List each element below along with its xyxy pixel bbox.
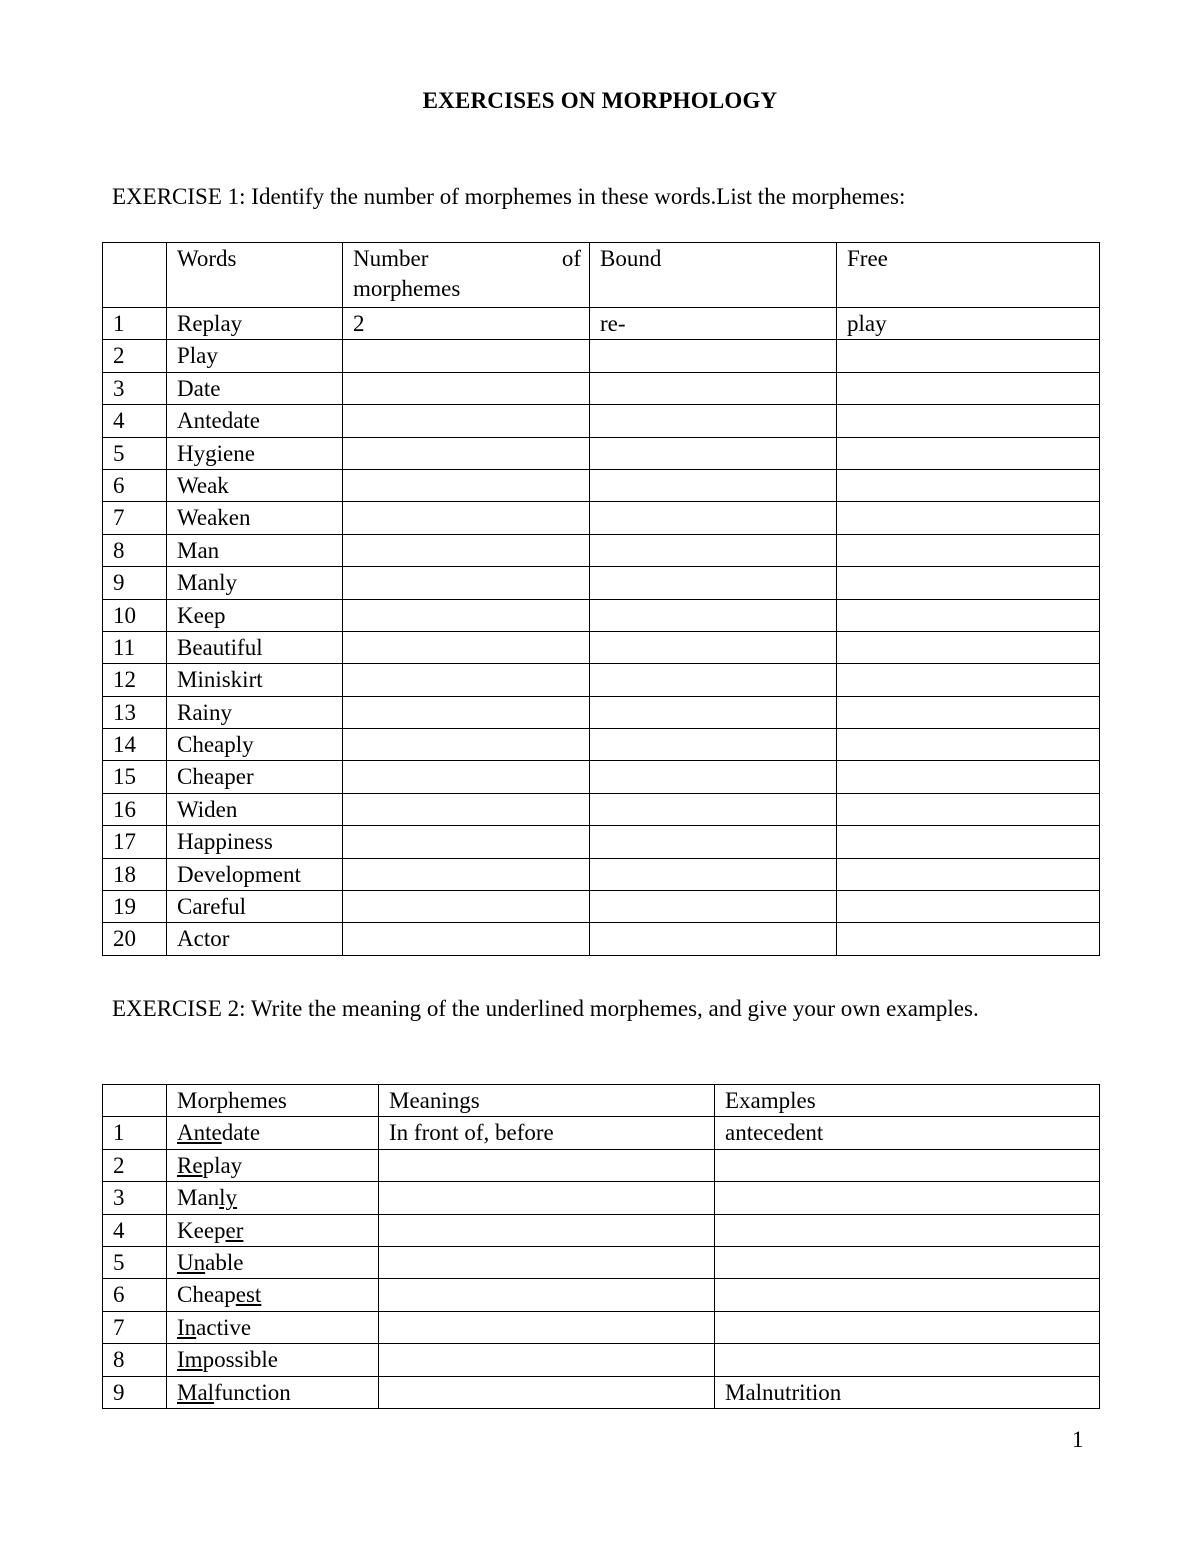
morpheme-count-cell: 2 (343, 308, 590, 340)
example-cell (715, 1344, 1100, 1376)
meaning-cell (379, 1311, 715, 1343)
morpheme-count-cell (343, 761, 590, 793)
bound-morpheme-cell (590, 891, 837, 923)
meaning-cell (379, 1214, 715, 1246)
morpheme-count-cell (343, 891, 590, 923)
word-cell: Manly (167, 567, 343, 599)
example-cell (715, 1214, 1100, 1246)
word-cell: Hygiene (167, 437, 343, 469)
word-cell: Date (167, 372, 343, 404)
free-morpheme-cell (837, 502, 1100, 534)
morpheme-cell (167, 1246, 379, 1278)
bound-morpheme-cell (590, 696, 837, 728)
word-cell: Happiness (167, 826, 343, 858)
bound-morpheme-cell (590, 534, 837, 566)
underlined-morpheme: Im (177, 1347, 203, 1373)
row-number: 15 (103, 761, 167, 793)
table-row (103, 1214, 1100, 1246)
morpheme-count-cell (343, 599, 590, 631)
header-examples: Examples (715, 1085, 1100, 1117)
table-row (103, 437, 1100, 469)
word-cell: Keep (167, 599, 343, 631)
word-part: function (214, 1379, 291, 1405)
bound-morpheme-cell (590, 405, 837, 437)
row-number: 5 (103, 1246, 167, 1278)
header-free: Free (837, 243, 1100, 308)
word-cell: Rainy (167, 696, 343, 728)
morpheme-count-cell (343, 923, 590, 955)
free-morpheme-cell (837, 729, 1100, 761)
example-cell (715, 1149, 1100, 1181)
row-number: 8 (103, 1344, 167, 1376)
row-number: 1 (103, 1117, 167, 1149)
morpheme-count-cell (343, 469, 590, 501)
row-number: 17 (103, 826, 167, 858)
free-morpheme-cell (837, 567, 1100, 599)
meaning-cell (379, 1149, 715, 1181)
bound-morpheme-cell (590, 923, 837, 955)
underlined-morpheme: er (225, 1217, 244, 1243)
row-number: 8 (103, 534, 167, 566)
word-part: Cheap (177, 1282, 236, 1308)
row-number: 1 (103, 308, 167, 340)
meaning-cell (379, 1376, 715, 1408)
free-morpheme-cell (837, 891, 1100, 923)
word-part: active (196, 1314, 252, 1340)
morpheme-count-cell (343, 534, 590, 566)
free-morpheme-cell (837, 599, 1100, 631)
table-row (103, 308, 1100, 340)
table-row (103, 826, 1100, 858)
bound-morpheme-cell (590, 858, 837, 890)
header-bound: Bound (590, 243, 837, 308)
bound-morpheme-cell (590, 729, 837, 761)
header-number-of-morphemes (343, 243, 590, 308)
morpheme-cell (167, 1214, 379, 1246)
table-row (103, 696, 1100, 728)
morpheme-count-cell (343, 793, 590, 825)
row-number: 9 (103, 567, 167, 599)
morpheme-cell (167, 1344, 379, 1376)
morpheme-count-cell (343, 631, 590, 663)
free-morpheme-cell (837, 631, 1100, 663)
exercise1-instruction: EXERCISE 1: Identify the number of morphemes in these words.List the morphemes: (112, 184, 906, 209)
morpheme-count-cell (343, 437, 590, 469)
word-part: possible (202, 1347, 278, 1373)
word-cell: Antedate (167, 405, 343, 437)
bound-morpheme-cell (590, 502, 837, 534)
example-cell (715, 1279, 1100, 1311)
table-row (103, 1279, 1100, 1311)
morpheme-count-cell (343, 696, 590, 728)
bound-morpheme-cell (590, 567, 837, 599)
exercise2-instruction: EXERCISE 2: Write the meaning of the underlined morphemes, and give your own examples. (112, 996, 979, 1021)
free-morpheme-cell (837, 534, 1100, 566)
row-number: 7 (103, 502, 167, 534)
free-morpheme-cell (837, 696, 1100, 728)
word-cell: Weaken (167, 502, 343, 534)
morpheme-cell (167, 1149, 379, 1181)
table-row (103, 372, 1100, 404)
bound-morpheme-cell (590, 340, 837, 372)
free-morpheme-cell (837, 340, 1100, 372)
example-cell: Malnutrition (715, 1376, 1100, 1408)
underlined-morpheme: Un (177, 1249, 206, 1275)
free-morpheme-cell (837, 858, 1100, 890)
free-morpheme-cell (837, 469, 1100, 501)
row-number: 6 (103, 469, 167, 501)
morpheme-count-cell (343, 405, 590, 437)
table-row (103, 1182, 1100, 1214)
table-row (103, 923, 1100, 955)
word-cell: Man (167, 534, 343, 566)
exercise1-table (102, 242, 1100, 956)
word-cell: Widen (167, 793, 343, 825)
example-cell (715, 1246, 1100, 1278)
table-header-row (103, 1085, 1100, 1117)
row-number: 2 (103, 1149, 167, 1181)
meaning-cell: In front of, before (379, 1117, 715, 1149)
word-cell: Play (167, 340, 343, 372)
morpheme-count-cell (343, 664, 590, 696)
bound-morpheme-cell: re- (590, 308, 837, 340)
table-row (103, 405, 1100, 437)
underlined-morpheme: Mal (177, 1379, 215, 1405)
free-morpheme-cell (837, 793, 1100, 825)
word-part: play (202, 1152, 243, 1178)
bound-morpheme-cell (590, 437, 837, 469)
morpheme-cell (167, 1279, 379, 1311)
underlined-morpheme: Re (177, 1152, 203, 1178)
row-number: 4 (103, 405, 167, 437)
free-morpheme-cell (837, 826, 1100, 858)
morpheme-count-cell (343, 826, 590, 858)
underlined-morpheme: Ante (177, 1120, 222, 1146)
header-number-cell (103, 1085, 167, 1117)
word-cell: Replay (167, 308, 343, 340)
row-number: 3 (103, 1182, 167, 1214)
header-morphemes-word: morphemes (353, 276, 461, 301)
free-morpheme-cell (837, 664, 1100, 696)
header-meanings: Meanings (379, 1085, 715, 1117)
row-number: 20 (103, 923, 167, 955)
table-row (103, 1149, 1100, 1181)
word-cell: Development (167, 858, 343, 890)
underlined-morpheme: ly (219, 1185, 238, 1211)
underlined-morpheme: est (235, 1282, 262, 1308)
table-row (103, 729, 1100, 761)
row-number: 19 (103, 891, 167, 923)
table-row (103, 793, 1100, 825)
word-part: date (221, 1120, 261, 1146)
header-of-word: of (561, 246, 581, 271)
morpheme-count-cell (343, 340, 590, 372)
word-cell: Beautiful (167, 631, 343, 663)
word-part: Keep (177, 1217, 226, 1243)
row-number: 3 (103, 372, 167, 404)
bound-morpheme-cell (590, 599, 837, 631)
page-title: EXERCISES ON MORPHOLOGY (422, 88, 778, 113)
morpheme-count-cell (343, 729, 590, 761)
table-row (103, 340, 1100, 372)
table-row (103, 1117, 1100, 1149)
meaning-cell (379, 1246, 715, 1278)
row-number: 12 (103, 664, 167, 696)
bound-morpheme-cell (590, 631, 837, 663)
free-morpheme-cell (837, 761, 1100, 793)
table-row (103, 664, 1100, 696)
bound-morpheme-cell (590, 664, 837, 696)
table-row (103, 631, 1100, 663)
table-row (103, 599, 1100, 631)
example-cell (715, 1311, 1100, 1343)
exercise2-table (102, 1084, 1100, 1409)
table-row (103, 1376, 1100, 1408)
row-number: 7 (103, 1311, 167, 1343)
row-number: 5 (103, 437, 167, 469)
table-row (103, 1246, 1100, 1278)
row-number: 2 (103, 340, 167, 372)
morpheme-count-cell (343, 372, 590, 404)
word-cell: Actor (167, 923, 343, 955)
morpheme-count-cell (343, 502, 590, 534)
free-morpheme-cell (837, 372, 1100, 404)
header-words: Words (167, 243, 343, 308)
table-row (103, 1311, 1100, 1343)
bound-morpheme-cell (590, 469, 837, 501)
table-row (103, 858, 1100, 890)
row-number: 18 (103, 858, 167, 890)
row-number: 6 (103, 1279, 167, 1311)
morpheme-count-cell (343, 858, 590, 890)
bound-morpheme-cell (590, 793, 837, 825)
free-morpheme-cell (837, 405, 1100, 437)
bound-morpheme-cell (590, 372, 837, 404)
morpheme-cell (167, 1117, 379, 1149)
meaning-cell (379, 1182, 715, 1214)
header-morphemes: Morphemes (167, 1085, 379, 1117)
row-number: 4 (103, 1214, 167, 1246)
bound-morpheme-cell (590, 826, 837, 858)
word-cell: Cheaper (167, 761, 343, 793)
word-cell: Miniskirt (167, 664, 343, 696)
table-header-row (103, 243, 1100, 308)
word-cell: Cheaply (167, 729, 343, 761)
table-row (103, 761, 1100, 793)
underlined-morpheme: In (177, 1314, 197, 1340)
word-cell: Careful (167, 891, 343, 923)
table-row (103, 469, 1100, 501)
word-part: able (205, 1249, 244, 1275)
free-morpheme-cell (837, 437, 1100, 469)
morpheme-cell (167, 1376, 379, 1408)
meaning-cell (379, 1279, 715, 1311)
example-cell: antecedent (715, 1117, 1100, 1149)
meaning-cell (379, 1344, 715, 1376)
word-part: Man (177, 1185, 220, 1211)
morpheme-cell (167, 1182, 379, 1214)
header-number-word: Number (353, 246, 429, 271)
row-number: 14 (103, 729, 167, 761)
word-cell: Weak (167, 469, 343, 501)
page-number: 1 (1072, 1427, 1084, 1452)
example-cell (715, 1182, 1100, 1214)
table-row (103, 567, 1100, 599)
row-number: 9 (103, 1376, 167, 1408)
morpheme-count-cell (343, 567, 590, 599)
row-number: 16 (103, 793, 167, 825)
row-number: 13 (103, 696, 167, 728)
row-number: 10 (103, 599, 167, 631)
bound-morpheme-cell (590, 761, 837, 793)
table-row (103, 891, 1100, 923)
table-row (103, 1344, 1100, 1376)
row-number: 11 (103, 631, 167, 663)
free-morpheme-cell (837, 923, 1100, 955)
free-morpheme-cell: play (837, 308, 1100, 340)
table-row (103, 502, 1100, 534)
morpheme-cell (167, 1311, 379, 1343)
header-number-cell (103, 243, 167, 308)
table-row (103, 534, 1100, 566)
